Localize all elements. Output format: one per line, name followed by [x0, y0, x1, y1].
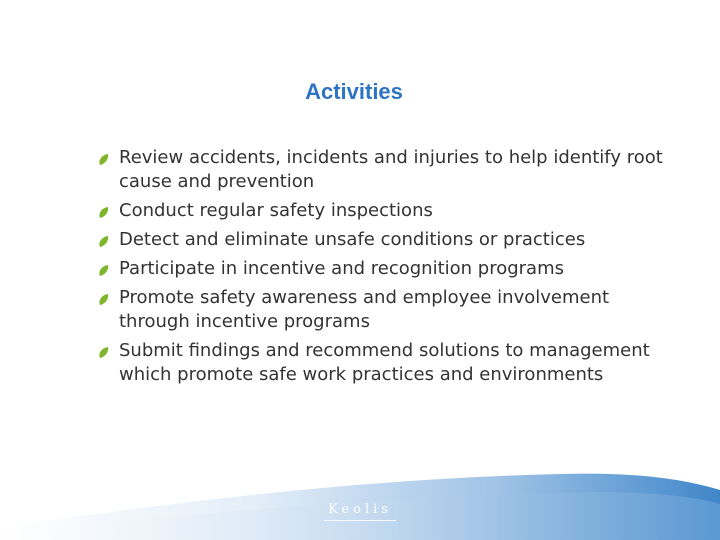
bullet-item — [97, 146, 677, 194]
leaf-icon — [97, 153, 110, 166]
bullet-text: Conduct regular safety inspections — [119, 200, 433, 221]
bullet-text: Submit findings and recommend solutions to management which promote safe work practices and environments — [119, 340, 650, 385]
bullet-item — [97, 286, 677, 334]
bullet-text: Detect and eliminate unsafe conditions or practices — [119, 229, 586, 250]
slide-title: Activities — [305, 79, 403, 104]
keolis-logo: Keolis — [328, 502, 392, 517]
bullet-text: Review accidents, incidents and injuries to help identify root cause and prevention — [119, 147, 663, 192]
bullet-text: Promote safety awareness and employee involvement through incentive programs — [119, 287, 610, 332]
bullet-item — [97, 228, 677, 252]
bullet-list — [97, 146, 677, 392]
bullet-item — [97, 339, 677, 387]
leaf-icon — [97, 346, 110, 359]
logo-underline — [324, 520, 396, 521]
bullet-text: Participate in incentive and recognition programs — [119, 258, 564, 279]
bullet-item — [97, 257, 677, 281]
leaf-icon — [97, 235, 110, 248]
leaf-icon — [97, 293, 110, 306]
bullet-item — [97, 199, 677, 223]
leaf-icon — [97, 264, 110, 277]
leaf-icon — [97, 206, 110, 219]
